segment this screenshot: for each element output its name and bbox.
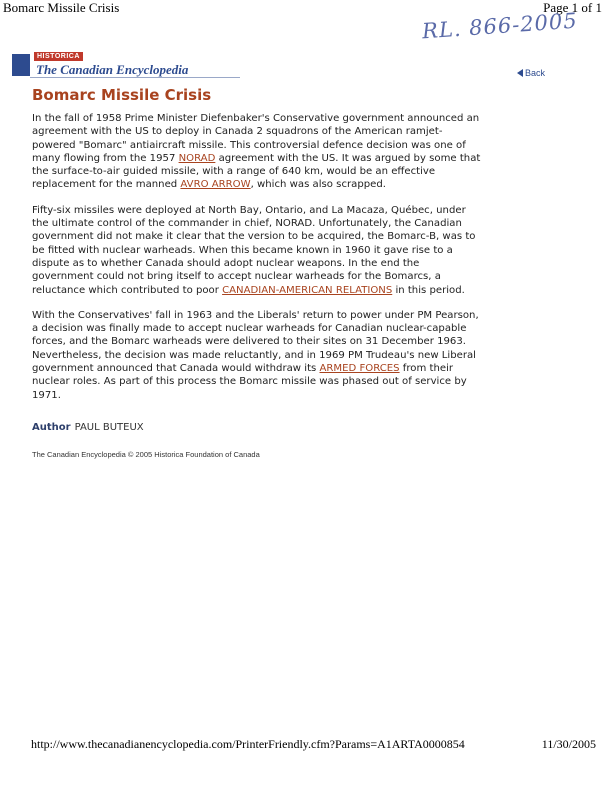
- print-footer-date: 11/30/2005: [541, 737, 596, 751]
- paragraph-text: agreement with the US. It was argued by some that the surface-to-air guided missile, with a range of 640 km, would be an effective replacement for the manned: [32, 152, 481, 191]
- print-header-title: Bomarc Missile Crisis: [3, 0, 120, 15]
- logo-name: The Canadian Encyclopedia: [36, 62, 189, 77]
- handwritten-annotation: RL. 866-2005: [421, 8, 579, 44]
- historica-badge: HISTORICA: [34, 52, 83, 61]
- paragraph-text: from their nuclear roles. As part of this process the Bomarc missile was phased out of service by 1971.: [32, 363, 467, 401]
- paragraph-text: in this period.: [392, 284, 465, 296]
- logo-underline: [30, 77, 240, 78]
- back-link[interactable]: [517, 68, 545, 78]
- site-logo[interactable]: [12, 52, 242, 80]
- article-paragraph: [32, 112, 484, 192]
- back-link-label: Back: [525, 68, 546, 78]
- print-footer-url: http://www.thecanadianencyclopedia.com/PrinterFriendly.cfm?Params=A1ARTA0000854: [31, 737, 465, 751]
- paragraph-text: Fifty-six missiles were deployed at North Bay, Ontario, and La Macaza, Québec, under the ultimate control of the commander in chief, NORAD. Unfortunately, the Canadian government did not make it clear that the version to be acquired, the Bomarc-B, was to be fitted with nuclear warheads. When this became known in 1960 it gave rise to a dispute as to whether Canada should adopt nuclear weapons. In the end the government could not bring itself to accept nuclear warheads for the Bomarcs, a reluctance which contributed to poor: [32, 204, 476, 296]
- copyright-notice: The Canadian Encyclopedia © 2005 Historica Foundation of Canada: [32, 449, 260, 459]
- link-avro-arrow[interactable]: AVRO ARROW: [180, 179, 251, 191]
- article: [32, 86, 484, 459]
- article-paragraph: [32, 309, 484, 402]
- author-line: [32, 422, 484, 433]
- article-title: Bomarc Missile Crisis: [32, 86, 212, 104]
- link-armed-forces[interactable]: ARMED FORCES: [319, 363, 400, 375]
- paragraph-text: In the fall of 1958 Prime Minister Diefenbaker's Conservative government announced an agreement with the US to deploy in Canada 2 squadrons of the American ramjet-powered "Bomarc" antiaircraft missile. This controversial defence decision was one of many flowing from the 1957: [32, 113, 480, 164]
- author-label: Author: [32, 421, 71, 433]
- logo-stripe-icon: [12, 54, 30, 76]
- author-name: PAUL BUTEUX: [74, 421, 144, 433]
- article-paragraph: [32, 204, 484, 297]
- paragraph-text: With the Conservatives' fall in 1963 and the Liberals' return to power under PM Pearson, a decision was finally made to accept nuclear warheads for Canadian nuclear-capable forces, and the Bomarc warheads were delivered to their sites on 31 December 1963. Nevertheless, the decision was made reluctantly, and in 1969 PM Trudeau's new Liberal government announced that Canada would withdraw its: [32, 309, 479, 375]
- link-norad[interactable]: NORAD: [178, 152, 216, 164]
- paragraph-text: , which was also scrapped.: [250, 179, 386, 191]
- print-page-number: Page 1 of 1: [543, 0, 602, 15]
- print-footer: [0, 737, 606, 751]
- link-canadian-american-relations[interactable]: CANADIAN-AMERICAN RELATIONS: [222, 284, 393, 296]
- back-arrow-icon: [517, 69, 523, 77]
